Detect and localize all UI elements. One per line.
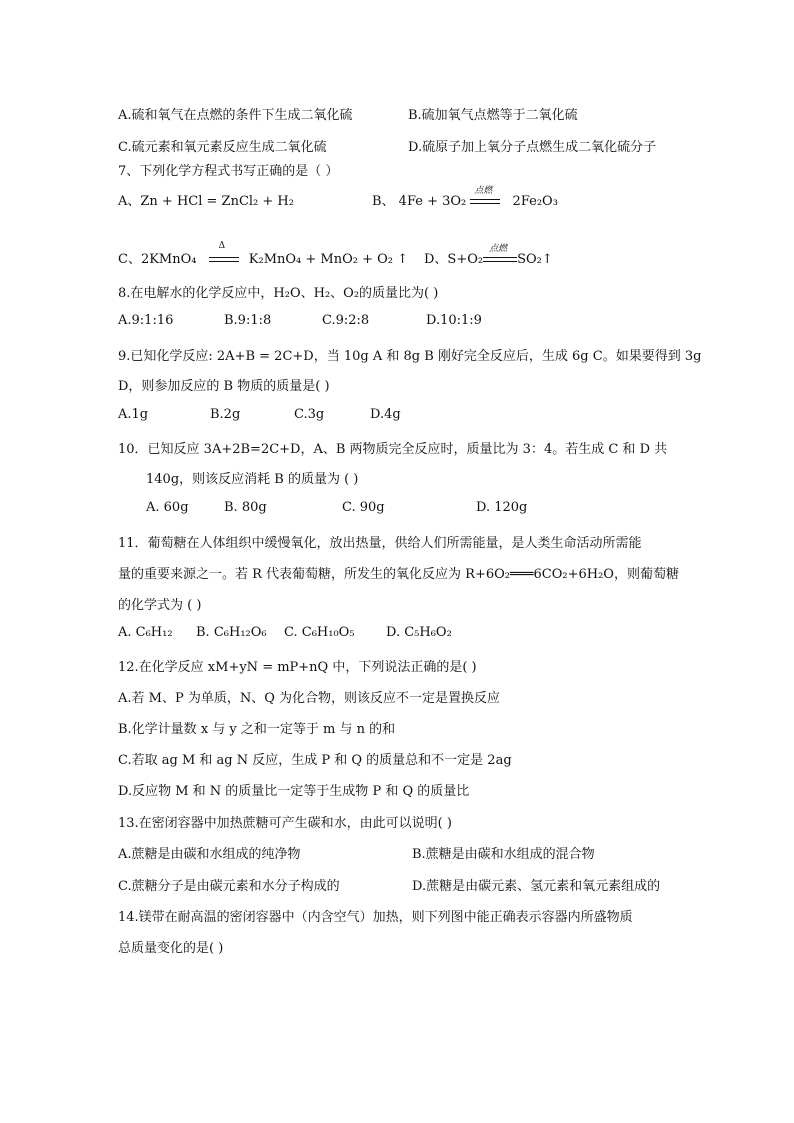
q12-option-c: C.若取 ag M 和 ag N 反应，生成 P 和 Q 的质量总和不一定是 2ag (118, 753, 512, 768)
q7-stem: 7、下列化学方程式书写正确的是（ ） (118, 164, 339, 179)
q8-option-a: A.9:1:16 (118, 313, 174, 328)
reaction-condition-arrow (209, 240, 239, 265)
q11-option-d: D. C₅H₆O₂ (386, 625, 452, 640)
q6-option-c: C.硫元素和氧元素反应生成二氧化硫 (118, 140, 327, 155)
q8-stem: 8.在电解水的化学反应中，H₂O、H₂、O₂的质量比为( ) (118, 286, 439, 301)
q7-c-right: K₂MnO₄ + MnO₂ + O₂ ↑ (248, 252, 409, 267)
q10-option-c: C. 90g (342, 500, 385, 515)
q11-option-b: B. C₆H₁₂O₆ (196, 625, 267, 640)
q8-option-b: B.9:1:8 (224, 313, 272, 328)
q7-option-b (372, 185, 558, 209)
q7-b-left: B、 4Fe + 3O₂ (372, 194, 467, 209)
q10-stem-line1: 10．已知反应 3A+2B=2C+D，A、B 两物质完全反应时，质量比为 3：4。若生成 C 和 D 共 (118, 442, 668, 457)
q11-option-c: C. C₆H₁₀O₅ (284, 625, 355, 640)
q8-option-d: D.10:1:9 (426, 313, 482, 328)
q14-stem-line1: 14.镁带在耐高温的密闭容器中（内含空气）加热，则下列图中能正确表示容器内所盛物质 (118, 910, 633, 925)
q12-stem: 12.在化学反应 xM+yN = mP+nQ 中，下列说法正确的是( ) (118, 660, 477, 675)
q10-option-d: D. 120g (476, 500, 528, 515)
q13-option-b: B.蔗糖是由碳和水组成的混合物 (412, 847, 595, 862)
q10-stem-line2: 140g，则该反应消耗 B 的质量为 ( ) (146, 472, 359, 487)
q11-stem-line3: 的化学式为 ( ) (118, 598, 202, 613)
q6-option-d: D.硫原子加上氧分子点燃生成二氧化硫分子 (408, 140, 657, 155)
q12-option-d: D.反应物 M 和 N 的质量比一定等于生成物 P 和 Q 的质量比 (118, 784, 470, 799)
q9-option-d: D.4g (370, 407, 401, 422)
q9-option-c: C.3g (294, 407, 325, 422)
q11-stem-line1: 11．葡萄糖在人体组织中缓慢氧化，放出热量，供给人们所需能量，是人类生命活动所需能 (118, 536, 642, 551)
q13-option-d: D.蔗糖是由碳元素、氢元素和氧元素组成的 (412, 879, 661, 894)
q9-stem-line2: D，则参加反应的 B 物质的质量是( ) (118, 379, 330, 394)
q6-option-a: A.硫和氧气在点燃的条件下生成二氧化硫 (118, 108, 353, 123)
q11-stem-line2: 量的重要来源之一。若 R 代表葡萄糖，所发生的氧化反应为 R+6O₂═══6CO₂+6H₂O，则葡萄糖 (118, 567, 679, 582)
q7-b-condition: 点燃 (474, 185, 493, 196)
q12-option-b: B.化学计量数 x 与 y 之和一定等于 m 与 n 的和 (118, 722, 396, 737)
q9-option-a: A.1g (118, 407, 149, 422)
reaction-condition-arrow (470, 185, 500, 207)
q10-option-b: B. 80g (224, 500, 267, 515)
q13-option-a: A.蔗糖是由碳和水组成的纯净物 (118, 847, 301, 862)
q9-stem-line1: 9.已知化学反应: 2A+B = 2C+D，当 10g A 和 8g B 刚好完全反应后，生成 6g C。如果要得到 3g (118, 349, 702, 364)
q9-option-b: B.2g (210, 407, 241, 422)
q7-d-right: SO₂↑ (517, 252, 553, 267)
q7-c-left: C、2KMnO₄ (118, 252, 197, 267)
q7-option-c (118, 240, 409, 267)
q12-option-a: A.若 M、P 为单质，N、Q 为化合物，则该反应不一定是置换反应 (118, 691, 501, 706)
q13-stem: 13.在密闭容器中加热蔗糖可产生碳和水，由此可以说明( ) (118, 816, 452, 831)
q8-option-c: C.9:2:8 (322, 313, 370, 328)
q7-d-left: D、S+O₂ (424, 252, 484, 267)
q10-option-a: A. 60g (146, 500, 189, 515)
q7-d-condition: 点燃 (489, 243, 508, 254)
q13-option-c: C.蔗糖分子是由碳元素和水分子构成的 (118, 879, 340, 894)
q7-option-d (424, 243, 553, 267)
q14-stem-line2: 总质量变化的是( ) (118, 941, 224, 956)
q7-option-a: A、Zn + HCl = ZnCl₂ + H₂ (118, 194, 294, 209)
reaction-condition-arrow (483, 243, 517, 265)
q7-b-right: 2Fe₂O₃ (512, 194, 558, 209)
q6-option-b: B.硫加氧气点燃等于二氧化硫 (408, 108, 578, 123)
q7-c-condition: Δ (218, 240, 226, 251)
q11-option-a: A. C₆H₁₂ (118, 625, 173, 640)
